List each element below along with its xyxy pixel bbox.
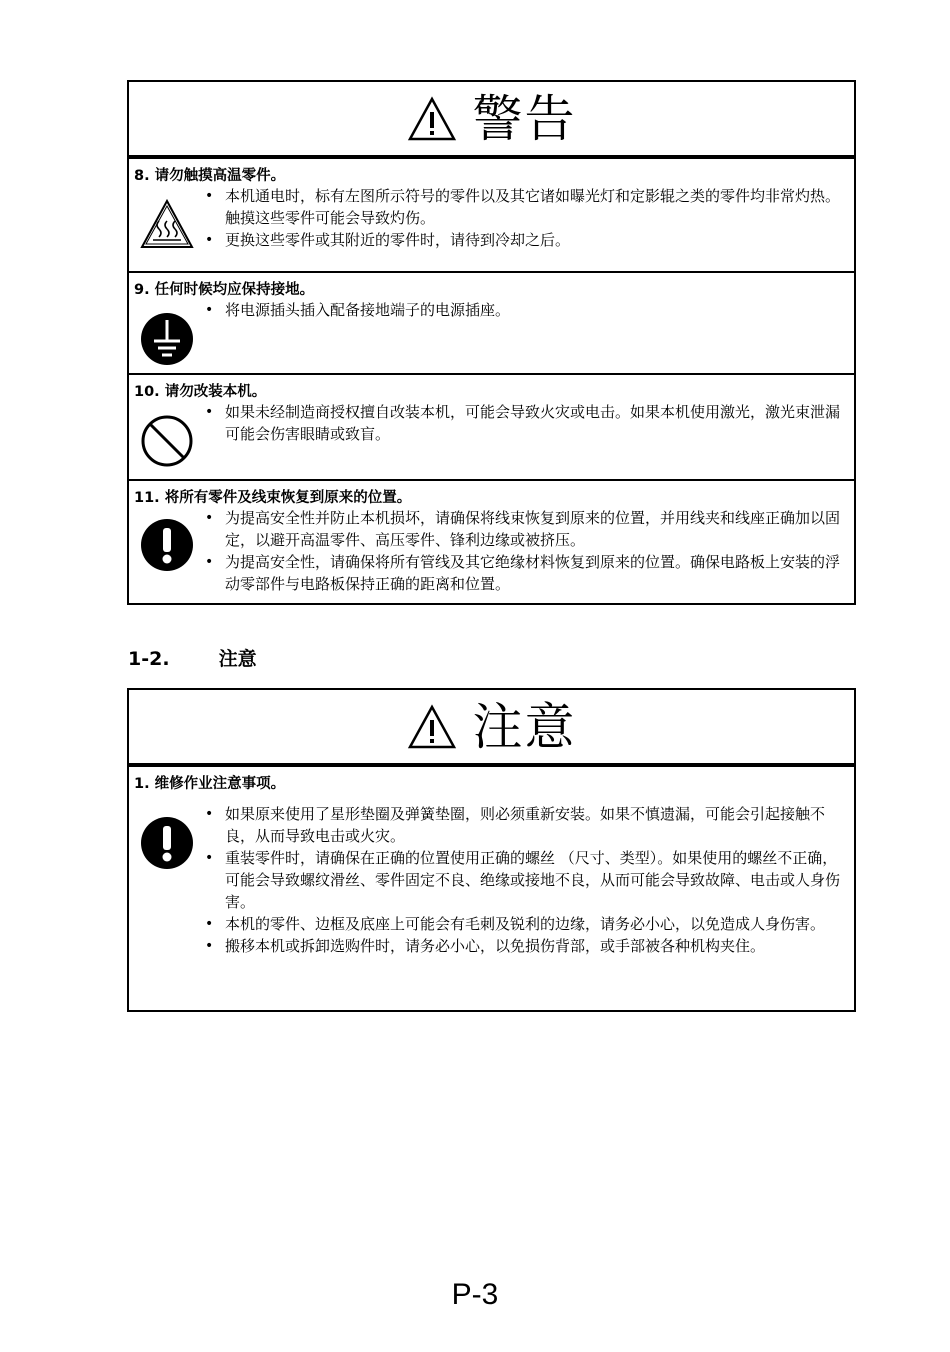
section-title: 11. 将所有零件及线束恢复到原来的位置。 — [134, 490, 412, 506]
caution-box — [127, 688, 856, 1012]
prohibition-icon — [139, 413, 195, 469]
list-item: • 搬移本机或拆卸选购件时，请务必小心，以免损伤背部，或手部被各种机构夹住。 — [225, 935, 840, 957]
list-item: • 如果原来使用了星形垫圈及弹簧垫圈，则必须重新安装。如果不慎遗漏，可能会引起接触不良，从而导致电击或火灾。 — [225, 803, 840, 847]
bullet-list — [129, 185, 854, 251]
bullet-list — [129, 401, 854, 445]
section-title: 1. 维修作业注意事项。 — [134, 776, 286, 792]
warning-triangle-icon — [407, 704, 457, 750]
caution-title: 注意 — [472, 697, 577, 756]
warning-section-10 — [129, 373, 854, 479]
list-item: • 为提高安全性，请确保将所有管线及其它绝缘材料恢复到原来的位置。确保电路板上安装的浮动零部件与电路板保持正确的距离和位置。 — [225, 551, 840, 595]
hot-surface-icon — [139, 197, 195, 253]
warning-triangle-icon — [407, 96, 457, 142]
section-title: 10. 请勿改装本机。 — [134, 384, 267, 400]
bullet-list — [129, 507, 854, 595]
list-item: • 为提高安全性并防止本机损坏，请确保将线束恢复到原来的位置，并用线夹和线座正确加以固定，以避开高温零件、高压零件、锋利边缘或被挤压。 — [225, 507, 840, 551]
caution-header — [129, 690, 854, 765]
mandatory-icon — [139, 517, 195, 573]
ground-icon — [139, 311, 195, 367]
section-heading-number: 1-2. — [128, 648, 170, 670]
warning-section-8 — [129, 157, 854, 271]
list-item: • 本机通电时，标有左图所示符号的零件以及其它诸如曝光灯和定影辊之类的零件均非常灼热。触摸这些零件可能会导致灼伤。 — [225, 185, 840, 229]
list-item: • 如果未经制造商授权擅自改装本机，可能会导致火灾或电击。如果本机使用激光，激光束泄漏可能会伤害眼睛或致盲。 — [225, 401, 840, 445]
mandatory-icon — [139, 815, 195, 871]
section-heading-text: 注意 — [218, 648, 257, 670]
caution-section-1 — [129, 765, 854, 1010]
list-item: • 将电源插头插入配备接地端子的电源插座。 — [225, 299, 840, 321]
warning-section-9 — [129, 271, 854, 373]
bullet-list — [129, 793, 854, 957]
list-item: • 重装零件时，请确保在正确的位置使用正确的螺丝 （尺寸、类型）。如果使用的螺丝不正确，可能会导致螺纹滑丝、零件固定不良、绝缘或接地不良，从而可能会导致故障、电击或人身伤害。 — [225, 847, 840, 913]
warning-box — [127, 80, 856, 605]
section-heading — [128, 644, 257, 671]
list-item: • 本机的零件、边框及底座上可能会有毛刺及锐利的边缘，请务必小心，以免造成人身伤害。 — [225, 913, 840, 935]
section-title: 8. 请勿触摸高温零件。 — [134, 168, 286, 184]
list-item: • 更换这些零件或其附近的零件时，请待到冷却之后。 — [225, 229, 840, 251]
bullet-list — [129, 299, 854, 321]
warning-title: 警告 — [472, 89, 577, 148]
section-title: 9. 任何时候均应保持接地。 — [134, 282, 315, 298]
page-number: P-3 — [451, 1278, 499, 1311]
warning-header — [129, 82, 854, 157]
warning-section-11 — [129, 479, 854, 607]
